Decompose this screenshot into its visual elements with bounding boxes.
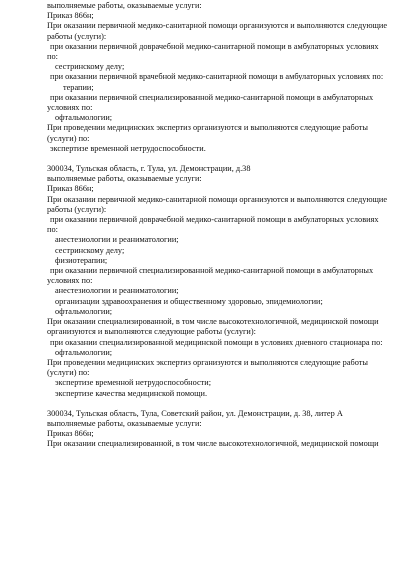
text-line: При оказании специализированной, в том числе высокотехнологичной, медицинской помощи: [47, 439, 379, 449]
text-line: При проведении медицинских экспертиз организуются и выполняются следующие работы: [47, 357, 368, 367]
text-line: экспертизе временной нетрудоспособности;: [55, 378, 212, 388]
block-gap: [0, 399, 419, 409]
text-line: работы (услуги):: [47, 204, 107, 214]
text-line: экспертизе качества медицинской помощи.: [55, 388, 208, 398]
text-line: выполняемые работы, оказываемые услуги:: [47, 418, 202, 428]
text-line: анестезиологии и реаниматологии;: [55, 235, 179, 245]
text-line: по:: [47, 52, 58, 62]
license-address-block: [0, 1, 419, 154]
license-address-block: [0, 164, 419, 399]
text-line: условиях по:: [47, 103, 93, 113]
text-line: офтальмологии;: [55, 347, 113, 357]
text-line: Приказ 866н;: [47, 184, 94, 194]
text-line: организации здравоохранения и общественному здоровью, эпидемиологии;: [55, 296, 323, 306]
text-line: офтальмологии;: [55, 113, 113, 123]
text-line: при оказании первичной врачебной медико-санитарной помощи в амбулаторных условиях по:: [50, 72, 384, 82]
text-line: терапии;: [63, 82, 94, 92]
text-line: (услуги) по:: [47, 133, 90, 143]
text-line: офтальмологии;: [55, 306, 113, 316]
text-line: При оказании первичной медико-санитарной помощи организуются и выполняются следующие: [47, 194, 388, 204]
text-line: 300034, Тульская область, г. Тула, ул. Демонстрации, д.38: [47, 164, 251, 174]
text-line: организуются и выполняются следующие работы (услуги):: [47, 327, 256, 337]
license-address-block: [0, 409, 419, 450]
text-line: физиотерапии;: [55, 255, 108, 265]
text-line: анестезиологии и реаниматологии;: [55, 286, 179, 296]
text-line: (услуги) по:: [47, 368, 90, 378]
text-line: условиях по:: [47, 276, 93, 286]
text-line: при оказании первичной доврачебной медико-санитарной помощи в амбулаторных условиях: [50, 215, 379, 225]
text-line: Приказ 866н;: [47, 429, 94, 439]
text-line: при оказании специализированной медицинской помощи в условиях дневного стационара по:: [50, 337, 383, 347]
text-line: при оказании первичной специализированной медико-санитарной помощи в амбулаторных: [50, 266, 374, 276]
text-line: сестринскому делу;: [55, 62, 125, 72]
block-gap: [0, 154, 419, 164]
text-line: При оказании специализированной, в том числе высокотехнологичной, медицинской помощи: [47, 317, 379, 327]
text-line: выполняемые работы, оказываемые услуги:: [47, 174, 202, 184]
text-line: 300034, Тульская область, Тула, Советский район, ул. Демонстрации, д. 38, литер А: [47, 408, 343, 418]
text-line: по:: [47, 225, 58, 235]
text-line: при оказании первичной специализированной медико-санитарной помощи в амбулаторных: [50, 92, 374, 102]
text-line: экспертизе временной нетрудоспособности.: [50, 143, 206, 153]
text-line: работы (услуги):: [47, 31, 107, 41]
text-line: при оказании первичной доврачебной медико-санитарной помощи в амбулаторных условиях: [50, 41, 379, 51]
text-line: При проведении медицинских экспертиз организуются и выполняются следующие работы: [47, 123, 368, 133]
text-line: выполняемые работы, оказываемые услуги:: [47, 1, 202, 10]
text-line: Приказ 866н;: [47, 11, 94, 21]
text-line: сестринскому делу;: [55, 245, 125, 255]
text-line: При оказании первичной медико-санитарной помощи организуются и выполняются следующие: [47, 21, 388, 31]
